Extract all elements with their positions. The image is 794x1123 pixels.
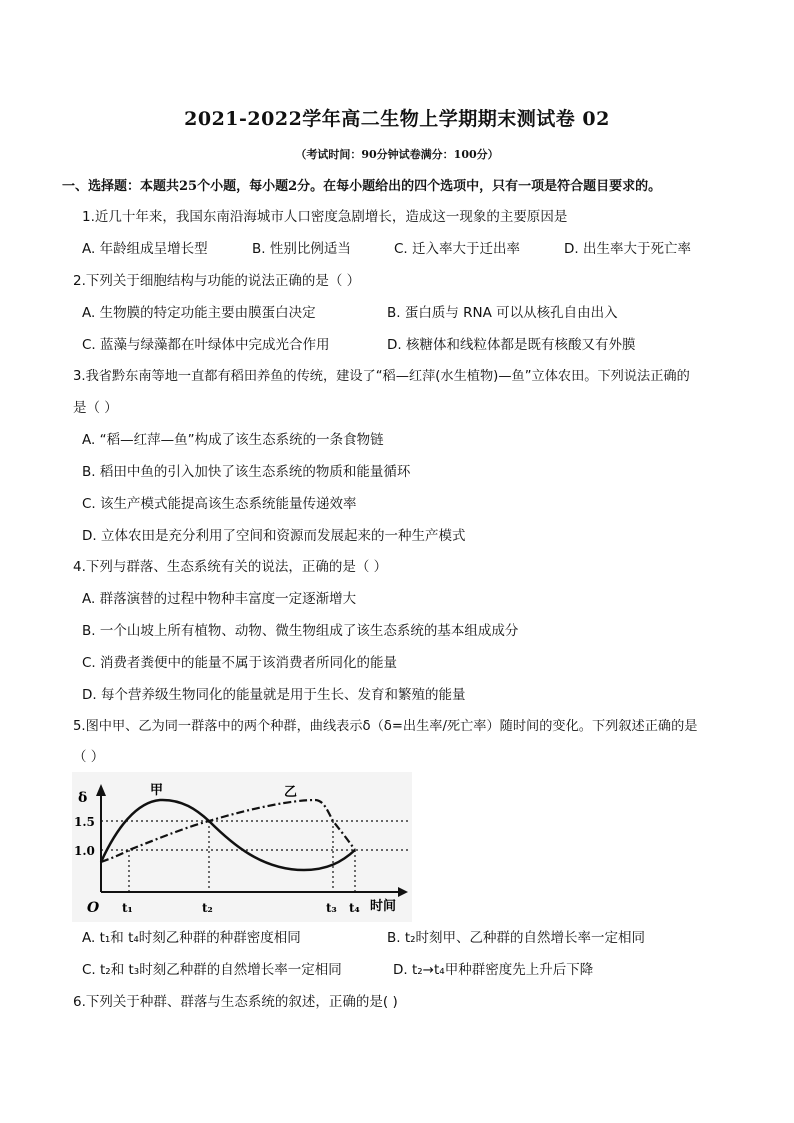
question-3-option-a: A. “稻—红萍—鱼”构成了该生态系统的一条食物链 (82, 432, 384, 448)
t2-label: t₂ (202, 901, 213, 915)
graph-background (72, 772, 412, 922)
question-2-option-c: C. 蓝藻与绿藻都在叶绿体中完成光合作用 (82, 337, 330, 353)
question-4-stem: 4.下列与群落、生态系统有关的说法，正确的是（ ） (73, 559, 388, 575)
x-axis-label: 时间 (370, 899, 397, 914)
question-3-stem-line-1: 3.我省黔东南等地一直都有稻田养鱼的传统，建设了“稻—红萍(水生植物)—鱼”立体农田。下列说法正确的 (73, 369, 690, 384)
question-1-option-d: D. 出生率大于死亡率 (564, 241, 691, 257)
page-title: 2021-2022学年高二生物上学期期末测试卷 02 (184, 108, 610, 130)
question-5-option-b: B. t₂时刻甲、乙种群的自然增长率一定相同 (387, 930, 646, 946)
question-5-option-c: C. t₂和 t₃时刻乙种群的自然增长率一定相同 (82, 962, 342, 978)
question-2-option-b: B. 蛋白质与 RNA 可以从核孔自由出入 (387, 305, 618, 321)
question-1-option-c: C. 迁入率大于迁出率 (394, 241, 521, 257)
question-2-option-a: A. 生物膜的特定功能主要由膜蛋白决定 (82, 305, 316, 321)
question-3-option-c: C. 该生产模式能提高该生态系统能量传递效率 (82, 496, 357, 512)
question-4-option-d: D. 每个营养级生物同化的能量就是用于生长、发育和繁殖的能量 (82, 687, 466, 703)
question-5-stem-line-1: 5.图中甲、乙为同一群落中的两个种群，曲线表示δ（δ=出生率/死亡率）随时间的变化。下列叙述正确的是 (73, 719, 698, 734)
question-2-stem: 2.下列关于细胞结构与功能的说法正确的是（ ） (73, 273, 361, 289)
section-heading: 一、选择题：本题共25个小题，每小题2分。在每小题给出的四个选项中，只有一项是符合题目要求的。 (62, 179, 662, 194)
question-1-stem: 1.近几十年来，我国东南沿海城市人口密度急剧增长，造成这一现象的主要原因是 (82, 209, 568, 225)
question-2-option-d: D. 核糖体和线粒体都是既有核酸又有外膜 (387, 337, 636, 353)
question-4-option-a: A. 群落演替的过程中物种丰富度一定逐渐增大 (82, 591, 357, 607)
question-3-option-d: D. 立体农田是充分利用了空间和资源而发展起来的一种生产模式 (82, 528, 466, 544)
origin-label: O (87, 900, 100, 916)
question-4-option-b: B. 一个山坡上所有植物、动物、微生物组成了该生态系统的基本组成成分 (82, 623, 519, 639)
question-5-option-d: D. t₂→t₄甲种群密度先上升后下降 (393, 962, 594, 978)
y-tick-1-0: 1.0 (74, 844, 95, 858)
curve-yi-label: 乙 (284, 785, 298, 800)
question-3-stem-line-2: 是（ ） (73, 400, 118, 416)
t1-label: t₁ (122, 901, 133, 915)
question-5-stem-line-2: （ ） (73, 749, 105, 765)
y-axis-label: δ (78, 790, 88, 806)
question-1-option-b: B. 性别比例适当 (252, 241, 351, 257)
question-1-option-a: A. 年龄组成呈增长型 (82, 241, 208, 257)
question-5-option-a: A. t₁和 t₄时刻乙种群的种群密度相同 (82, 930, 301, 946)
y-tick-1-5: 1.5 (74, 815, 95, 829)
curve-jia-label: 甲 (150, 783, 164, 798)
t4-label: t₄ (349, 901, 360, 915)
delta-time-graph (72, 772, 412, 922)
question-3-option-b: B. 稻田中鱼的引入加快了该生态系统的物质和能量循环 (82, 464, 411, 480)
exam-info: （考试时间：90分钟试卷满分：100分） (295, 148, 499, 161)
question-6-stem: 6.下列关于种群、群落与生态系统的叙述，正确的是( ) (73, 994, 398, 1010)
t3-label: t₃ (326, 901, 337, 915)
question-4-option-c: C. 消费者粪便中的能量不属于该消费者所同化的能量 (82, 655, 398, 671)
